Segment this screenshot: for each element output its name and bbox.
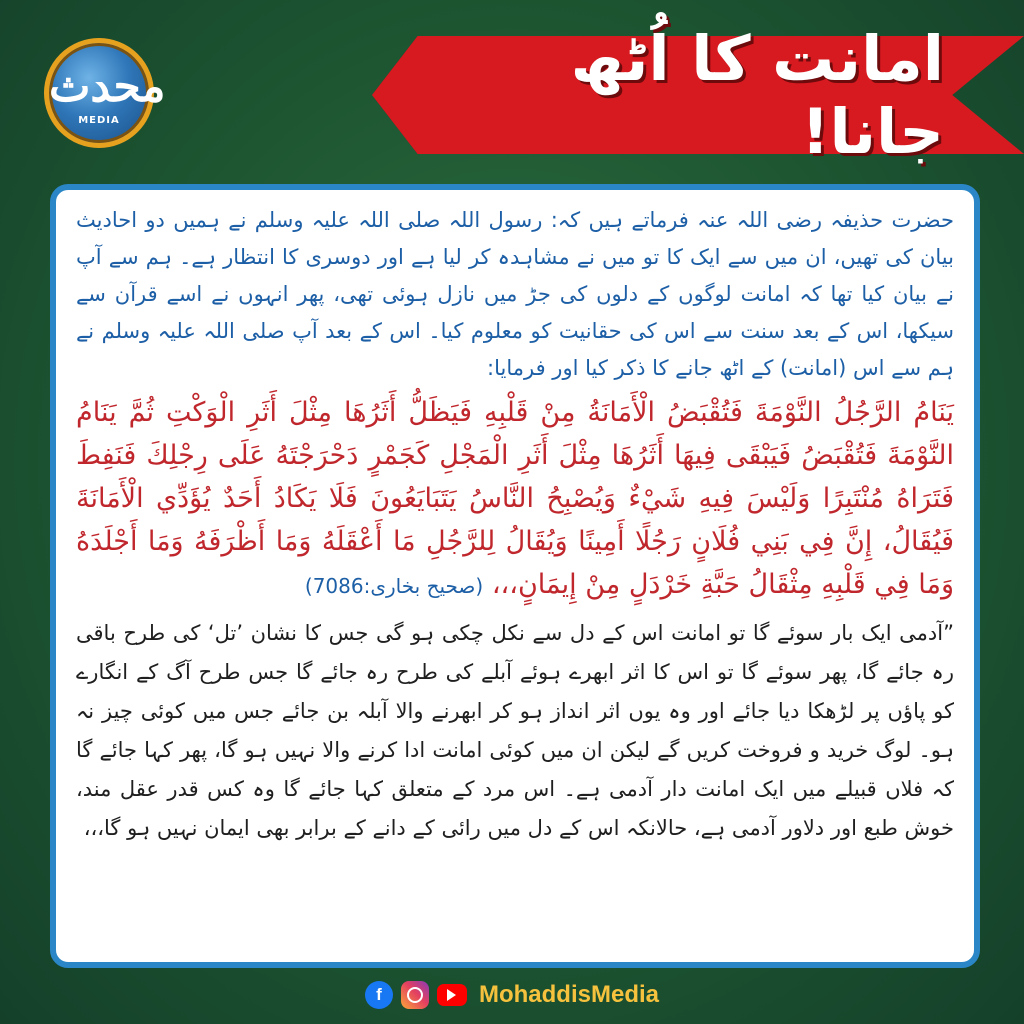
social-footer xyxy=(0,978,1024,1012)
hadith-arabic-text: يَنَامُ الرَّجُلُ النَّوْمَةَ فَتُقْبَضُ الْأَمَانَةُ مِنْ قَلْبِهِ فَيَظَلُّ أَثَرُهَا مِثْلَ أَثَرِ الْوَكْتِ ثُمَّ يَنَامُ النَّوْمَةَ فَتُقْبَضُ فَيَبْقَى فِيهَا أَثَرُهَا مِثْلَ أَثَرِ الْمَجْلِ كَجَمْرٍ دَحْرَجْتَهُ عَلَى رِجْلِكَ فَنَفِطَ فَتَرَاهُ مُنْتَبِرًا وَلَيْسَ فِيهِ شَيْءٌ وَيُصْبِحُ النَّاسُ يَتَبَايَعُونَ فَلَا يَكَادُ أَحَدٌ يُؤَدِّي الْأَمَانَةَ فَيُقَالُ، إِنَّ فِي بَنِي فُلَانٍ رَجُلًا أَمِينًا وَيُقَالُ لِلرَّجُلِ مَا أَعْقَلَهُ وَمَا أَظْرَفَهُ وَمَا أَجْلَدَهُ وَمَا فِي قَلْبِهِ مِثْقَالُ حَبَّةِ خَرْدَلٍ مِنْ إِيمَانٍ،،، xyxy=(76,397,954,600)
title-banner xyxy=(372,22,1024,168)
social-handle[interactable]: MohaddisMedia xyxy=(478,981,659,1008)
content-card xyxy=(50,184,980,968)
instagram-icon[interactable] xyxy=(401,981,429,1009)
hadith-arabic-block xyxy=(76,391,954,608)
facebook-icon[interactable]: f xyxy=(365,981,393,1009)
page-title: امانت کا اُٹھ جانا! xyxy=(570,22,944,168)
logo-label: MEDIA xyxy=(78,115,120,126)
logo-mark: محدث xyxy=(49,61,166,112)
mohaddis-media-logo xyxy=(44,38,166,148)
intro-text: حضرت حذیفہ رضی اللہ عنہ فرماتے ہیں کہ: رسول اللہ صلی اللہ علیہ وسلم نے ہمیں دو احادیث بیان کی تھیں، ان میں سے ایک کا تو میں نے مشاہدہ کر لیا ہے اور دوسری کا انتظار ہے۔ ہم سے آپ نے بیان کیا تھا کہ امانت لوگوں کے دلوں کی جڑ میں نازل ہوئی تھی، پھر انہوں نے اسے قرآن سے سیکھا، اس کے بعد سنت سے اس کی حقانیت کو معلوم کیا۔ اس کے بعد آپ صلی اللہ علیہ وسلم نے ہم سے اس (امانت) کے اٹھ جانے کا ذکر کیا اور فرمایا: xyxy=(76,208,954,380)
hadith-reference: (صحیح بخاری:7086) xyxy=(304,574,484,598)
content-body xyxy=(76,202,954,950)
youtube-icon[interactable] xyxy=(437,984,467,1006)
translation-text: ”آدمی ایک بار سوئے گا تو امانت اس کے دل سے نکل چکی ہو گی جس کا نشان ’تل‘ کی طرح باقی رہ جائے گا، پھر سوئے گا تو اس کا اثر ابھرے ہوئے آبلے کی طرح رہ جائے گا جس طرح آگ کے انگارے کو پاؤں پر لڑھکا دیا جائے اور وہ یوں اثر انداز ہو کر ابھرنے والا آبلہ بن جائے جس میں کوئی چیز نہ ہو۔ لوگ خرید و فروخت کریں گے لیکن ان میں کوئی امانت ادا کرنے والا نہیں ہو گا، پھر کہا جائے گا کہ فلاں قبیلے میں ایک امانت دار آدمی ہے۔ اس مرد کے متعلق کہا جائے گا وہ کس قدر عقل مند، خوش طبع اور دلاور آدمی ہے، حالانکہ اس کے دل میں رائی کے دانے کے برابر بھی ایمان نہیں ہو گا،،، xyxy=(76,621,954,840)
